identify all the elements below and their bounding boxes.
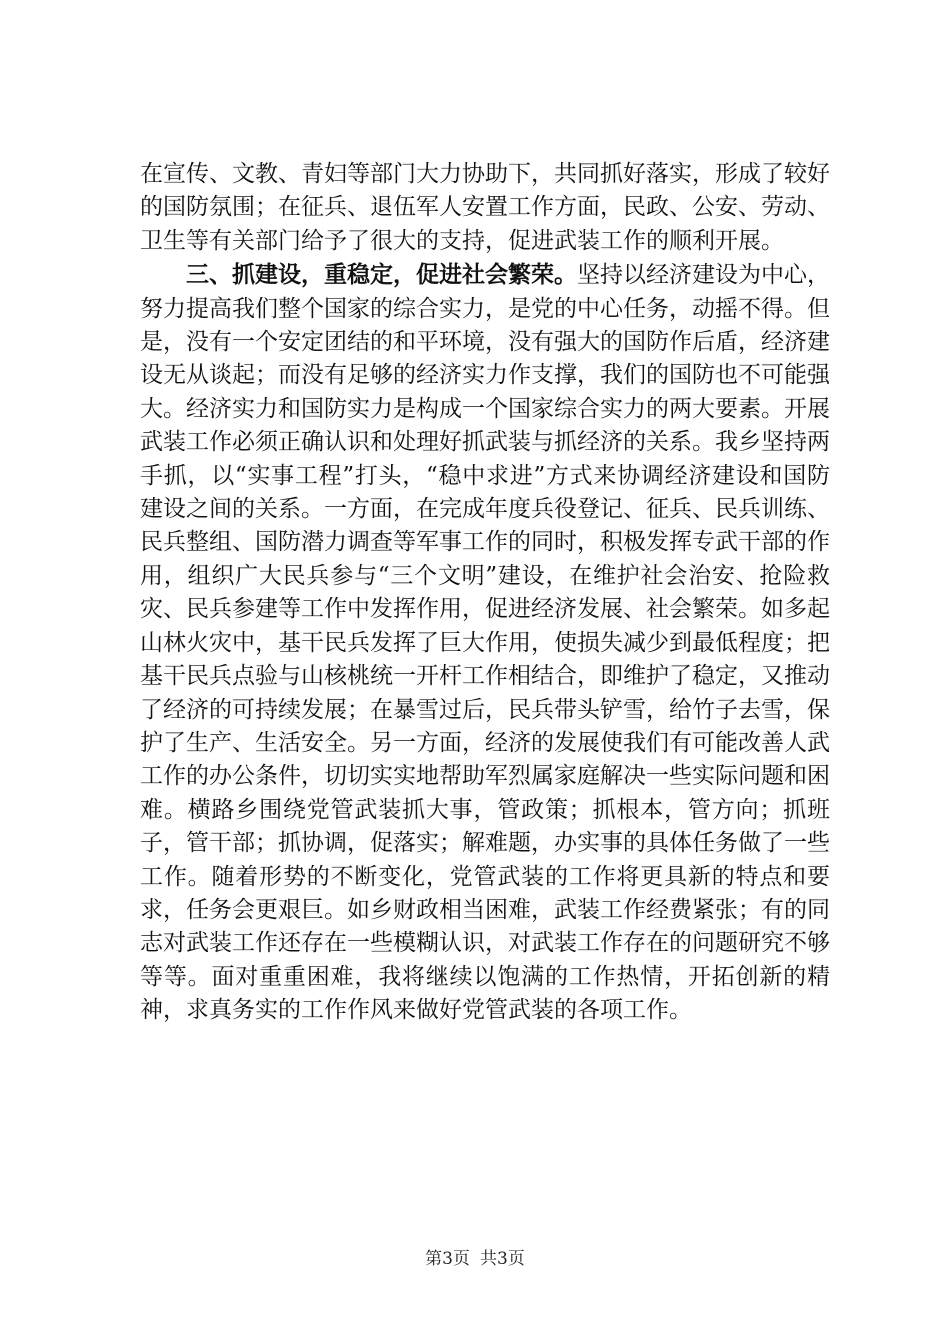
- section-three-body: 坚持以经济建设为中心，努力提高我们整个国家的综合实力，是党的中心任务，动摇不得。但是，没有一个安定团结的和平环境，没有强大的国防作后盾，经济建设无从谈起；而没有足够的经济实力作支撑，我们的国防也不可能强大。经济实力和国防实力是构成一个国家综合实力的两大要素。开展武装工作必须正确认识和处理好抓武装与抓经济的关系。我乡坚持两手抓，以“实事工程”打头，“稳中求进”方式来协调经济建设和国防建设之间的关系。一方面，在完成年度兵役登记、征兵、民兵训练、民兵整组、国防潜力调查等军事工作的同时，积极发挥专武干部的作用，组织广大民兵参与“三个文明”建设，在维护社会治安、抢险救灾、民兵参建等工作中发挥作用，促进经济发展、社会繁荣。如多起山林火灾中，基干民兵发挥了巨大作用，使损失减少到最低程度；把基干民兵点验与山核桃统一开杆工作相结合，即维护了稳定，又推动了经济的可持续发展；在暴雪过后，民兵带头铲雪，给竹子去雪，保护了生产、生活安全。另一方面，经济的发展使我们有可能改善人武工作的办公条件，切切实实地帮助军烈属家庭解决一些实际问题和困难。横路乡围绕党管武装抓大事，管政策；抓根本，管方向；抓班子，管干部；抓协调，促落实；解难题，办实事的具体任务做了一些工作。随着形势的不断变化，党管武装的工作将更具新的特点和要求，任务会更艰巨。如乡财政相当困难，武装工作经费紧张；有的同志对武装工作还存在一些模糊认识，对武装工作存在的问题研究不够等等。面对重重困难，我将继续以饱满的工作热情，开拓创新的精神，求真务实的工作作风来做好党管武装的各项工作。: [140, 262, 830, 1024]
- section-three-paragraph: [140, 258, 830, 1027]
- document-body: [140, 158, 830, 1028]
- current-page-number: 第3页: [425, 1249, 470, 1269]
- page-footer: [0, 1244, 950, 1269]
- section-three-heading: 三、抓建设，重稳定，促进社会繁荣。: [186, 261, 577, 289]
- total-page-count: 共3页: [480, 1249, 525, 1269]
- continued-paragraph: 在宣传、文教、青妇等部门大力协助下，共同抓好落实，形成了较好的国防氛围；在征兵、退伍军人安置工作方面，民政、公安、劳动、卫生等有关部门给予了很大的支持，促进武装工作的顺利开展。: [140, 161, 830, 254]
